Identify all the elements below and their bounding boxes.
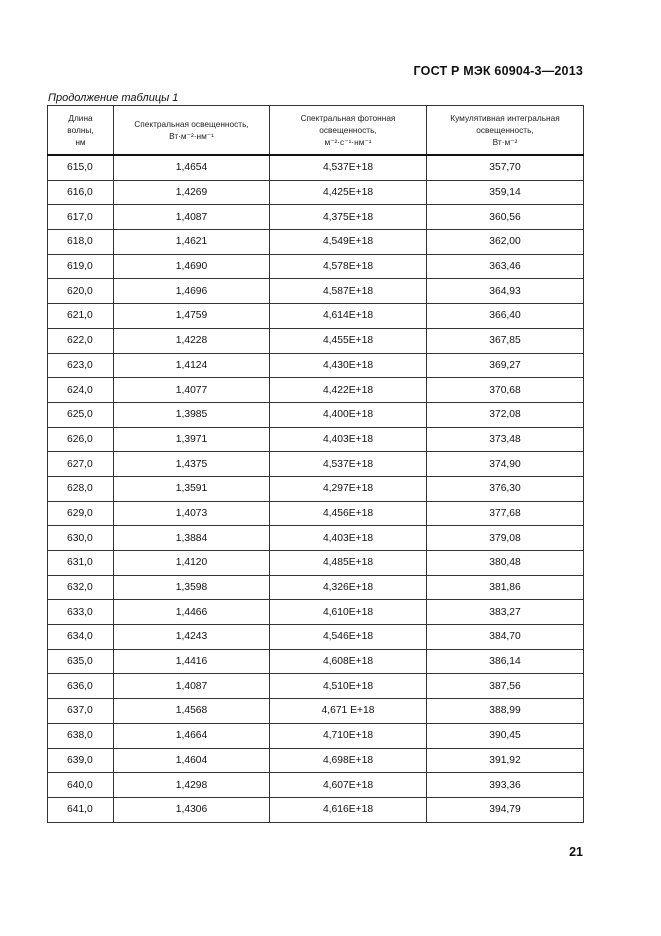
photon-irradiance-cell: 4,400E+18 (270, 402, 427, 427)
photon-irradiance-cell: 4,403E+18 (270, 526, 427, 551)
wavelength-cell: 617,0 (48, 205, 114, 230)
spectral-irradiance-cell: 1,4120 (114, 551, 270, 576)
spectral-irradiance-cell: 1,3884 (114, 526, 270, 551)
spectral-irradiance-cell: 1,4375 (114, 452, 270, 477)
header-line: м⁻²·с⁻¹·нм⁻¹ (324, 137, 372, 147)
wavelength-cell: 621,0 (48, 304, 114, 329)
wavelength-cell: 615,0 (48, 155, 114, 180)
table-body (48, 155, 584, 822)
wavelength-cell: 618,0 (48, 230, 114, 255)
wavelength-cell: 619,0 (48, 254, 114, 279)
header-line: освещенность, (476, 125, 534, 135)
header-line: Длина (68, 113, 93, 123)
cumulative-irradiance-cell: 383,27 (427, 600, 584, 625)
cumulative-irradiance-cell: 373,48 (427, 427, 584, 452)
cumulative-irradiance-cell: 363,46 (427, 254, 584, 279)
header-cumulative-irradiance (427, 106, 584, 156)
table-row (48, 254, 584, 279)
photon-irradiance-cell: 4,510E+18 (270, 674, 427, 699)
spectral-irradiance-cell: 1,4621 (114, 230, 270, 255)
cumulative-irradiance-cell: 394,79 (427, 797, 584, 822)
table-row (48, 748, 584, 773)
wavelength-cell: 631,0 (48, 551, 114, 576)
photon-irradiance-cell: 4,607E+18 (270, 773, 427, 798)
table-row (48, 402, 584, 427)
photon-irradiance-cell: 4,425E+18 (270, 180, 427, 205)
table-row (48, 699, 584, 724)
spectral-irradiance-cell: 1,4298 (114, 773, 270, 798)
spectral-irradiance-cell: 1,4087 (114, 674, 270, 699)
spectral-irradiance-cell: 1,4269 (114, 180, 270, 205)
wavelength-cell: 625,0 (48, 402, 114, 427)
table-row (48, 797, 584, 822)
spectral-irradiance-cell: 1,3598 (114, 575, 270, 600)
spectral-irradiance-cell: 1,4664 (114, 723, 270, 748)
photon-irradiance-cell: 4,403E+18 (270, 427, 427, 452)
cumulative-irradiance-cell: 381,86 (427, 575, 584, 600)
cumulative-irradiance-cell: 367,85 (427, 328, 584, 353)
cumulative-irradiance-cell: 366,40 (427, 304, 584, 329)
spectral-irradiance-cell: 1,4690 (114, 254, 270, 279)
table-row (48, 625, 584, 650)
cumulative-irradiance-cell: 380,48 (427, 551, 584, 576)
spectral-irradiance-cell: 1,4306 (114, 797, 270, 822)
photon-irradiance-cell: 4,326E+18 (270, 575, 427, 600)
wavelength-cell: 633,0 (48, 600, 114, 625)
photon-irradiance-cell: 4,297E+18 (270, 476, 427, 501)
cumulative-irradiance-cell: 384,70 (427, 625, 584, 650)
spectral-irradiance-cell: 1,4243 (114, 625, 270, 650)
wavelength-cell: 623,0 (48, 353, 114, 378)
wavelength-cell: 629,0 (48, 501, 114, 526)
header-photon-irradiance (270, 106, 427, 156)
cumulative-irradiance-cell: 379,08 (427, 526, 584, 551)
spectral-irradiance-cell: 1,4696 (114, 279, 270, 304)
table-row (48, 205, 584, 230)
table-row (48, 674, 584, 699)
photon-irradiance-cell: 4,537E+18 (270, 155, 427, 180)
header-line: нм (75, 137, 86, 147)
wavelength-cell: 640,0 (48, 773, 114, 798)
cumulative-irradiance-cell: 386,14 (427, 649, 584, 674)
wavelength-cell: 632,0 (48, 575, 114, 600)
spectral-irradiance-cell: 1,4073 (114, 501, 270, 526)
cumulative-irradiance-cell: 364,93 (427, 279, 584, 304)
header-spectral-irradiance (114, 106, 270, 156)
cumulative-irradiance-cell: 372,08 (427, 402, 584, 427)
wavelength-cell: 624,0 (48, 378, 114, 403)
photon-irradiance-cell: 4,614E+18 (270, 304, 427, 329)
photon-irradiance-cell: 4,546E+18 (270, 625, 427, 650)
table-row (48, 501, 584, 526)
photon-irradiance-cell: 4,610E+18 (270, 600, 427, 625)
table-row (48, 328, 584, 353)
photon-irradiance-cell: 4,456E+18 (270, 501, 427, 526)
photon-irradiance-cell: 4,375E+18 (270, 205, 427, 230)
cumulative-irradiance-cell: 374,90 (427, 452, 584, 477)
wavelength-cell: 638,0 (48, 723, 114, 748)
wavelength-cell: 620,0 (48, 279, 114, 304)
header-line: волны, (67, 125, 94, 135)
photon-irradiance-cell: 4,430E+18 (270, 353, 427, 378)
spectral-irradiance-cell: 1,4228 (114, 328, 270, 353)
header-line: Вт·м⁻²·нм⁻¹ (169, 131, 214, 141)
wavelength-cell: 630,0 (48, 526, 114, 551)
photon-irradiance-cell: 4,608E+18 (270, 649, 427, 674)
photon-irradiance-cell: 4,549E+18 (270, 230, 427, 255)
table-row (48, 575, 584, 600)
spectral-irradiance-cell: 1,4124 (114, 353, 270, 378)
table-row (48, 723, 584, 748)
table-header-row (48, 106, 584, 156)
wavelength-cell: 636,0 (48, 674, 114, 699)
wavelength-cell: 639,0 (48, 748, 114, 773)
wavelength-cell: 627,0 (48, 452, 114, 477)
spectral-irradiance-cell: 1,3985 (114, 402, 270, 427)
table-row (48, 230, 584, 255)
table-row (48, 773, 584, 798)
photon-irradiance-cell: 4,485E+18 (270, 551, 427, 576)
header-wavelength (48, 106, 114, 156)
table-row (48, 427, 584, 452)
spectral-irradiance-cell: 1,4416 (114, 649, 270, 674)
photon-irradiance-cell: 4,587E+18 (270, 279, 427, 304)
wavelength-cell: 616,0 (48, 180, 114, 205)
photon-irradiance-cell: 4,578E+18 (270, 254, 427, 279)
table-row (48, 155, 584, 180)
photon-irradiance-cell: 4,698E+18 (270, 748, 427, 773)
document-code: ГОСТ Р МЭК 60904-3—2013 (413, 64, 583, 78)
photon-irradiance-cell: 4,537E+18 (270, 452, 427, 477)
table-row (48, 551, 584, 576)
header-line: Вт·м⁻² (492, 137, 518, 147)
spectral-irradiance-cell: 1,4654 (114, 155, 270, 180)
cumulative-irradiance-cell: 360,56 (427, 205, 584, 230)
spectral-irradiance-cell: 1,3591 (114, 476, 270, 501)
wavelength-cell: 641,0 (48, 797, 114, 822)
cumulative-irradiance-cell: 393,36 (427, 773, 584, 798)
wavelength-cell: 635,0 (48, 649, 114, 674)
cumulative-irradiance-cell: 376,30 (427, 476, 584, 501)
table-row (48, 353, 584, 378)
cumulative-irradiance-cell: 390,45 (427, 723, 584, 748)
cumulative-irradiance-cell: 362,00 (427, 230, 584, 255)
cumulative-irradiance-cell: 370,68 (427, 378, 584, 403)
spectral-irradiance-cell: 1,4604 (114, 748, 270, 773)
cumulative-irradiance-cell: 387,56 (427, 674, 584, 699)
cumulative-irradiance-cell: 369,27 (427, 353, 584, 378)
spectral-irradiance-cell: 1,4087 (114, 205, 270, 230)
wavelength-cell: 634,0 (48, 625, 114, 650)
cumulative-irradiance-cell: 391,92 (427, 748, 584, 773)
table-row (48, 378, 584, 403)
cumulative-irradiance-cell: 359,14 (427, 180, 584, 205)
header-line: Спектральная освещенность, (134, 119, 249, 129)
photon-irradiance-cell: 4,616E+18 (270, 797, 427, 822)
wavelength-cell: 626,0 (48, 427, 114, 452)
table-row (48, 476, 584, 501)
cumulative-irradiance-cell: 388,99 (427, 699, 584, 724)
table-row (48, 180, 584, 205)
page-number: 21 (569, 845, 583, 859)
spectral-irradiance-cell: 1,4759 (114, 304, 270, 329)
header-line: освещенность, (319, 125, 377, 135)
photon-irradiance-cell: 4,422E+18 (270, 378, 427, 403)
spectral-irradiance-cell: 1,3971 (114, 427, 270, 452)
table-caption: Продолжение таблицы 1 (48, 92, 179, 104)
spectral-irradiance-cell: 1,4077 (114, 378, 270, 403)
cumulative-irradiance-cell: 377,68 (427, 501, 584, 526)
spectral-irradiance-cell: 1,4466 (114, 600, 270, 625)
photon-irradiance-cell: 4,455E+18 (270, 328, 427, 353)
table-row (48, 526, 584, 551)
photon-irradiance-cell: 4,710E+18 (270, 723, 427, 748)
table-row (48, 600, 584, 625)
spectral-irradiance-cell: 1,4568 (114, 699, 270, 724)
table-row (48, 649, 584, 674)
table-row (48, 279, 584, 304)
table-row (48, 304, 584, 329)
photon-irradiance-cell: 4,671 E+18 (270, 699, 427, 724)
wavelength-cell: 637,0 (48, 699, 114, 724)
cumulative-irradiance-cell: 357,70 (427, 155, 584, 180)
header-line: Кумулятивная интегральная (450, 113, 560, 123)
table-row (48, 452, 584, 477)
header-line: Спектральная фотонная (300, 113, 396, 123)
wavelength-cell: 628,0 (48, 476, 114, 501)
spectral-table (47, 105, 584, 823)
wavelength-cell: 622,0 (48, 328, 114, 353)
